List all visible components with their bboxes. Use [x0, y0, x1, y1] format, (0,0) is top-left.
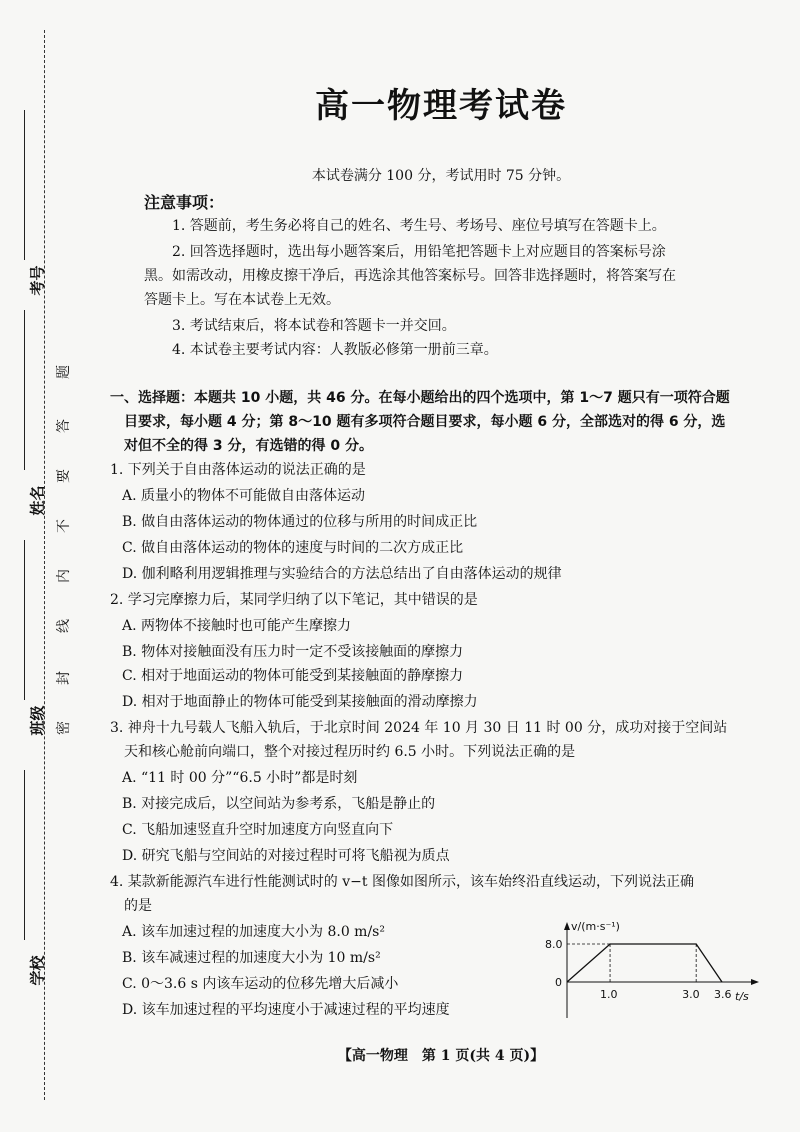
- seal-char: 答: [56, 419, 72, 433]
- seal-char: 不: [56, 519, 72, 533]
- option-d: D. 研究飞船与空间站的对接过程时可将飞船视为质点: [122, 848, 450, 864]
- option-b: B. 做自由落体运动的物体通过的位移与所用的时间成正比: [122, 514, 478, 530]
- seal-char: 密: [56, 721, 72, 735]
- x-axis-label: t/s: [735, 990, 749, 1003]
- option-a: A. 该车加速过程的加速度大小为 8.0 m/s²: [122, 924, 385, 940]
- exam-number-field-line: [24, 110, 25, 260]
- seal-char: 内: [56, 569, 72, 583]
- section-line: 对但不全的得 3 分，有选错的得 0 分。: [124, 438, 373, 454]
- option-b: B. 物体对接触面没有压力时一定不受该接触面的摩擦力: [122, 644, 464, 660]
- section-line: 一、选择题：本题共 10 小题，共 46 分。在每小题给出的四个选项中，第 1～7 题只有一项符合题: [110, 390, 730, 406]
- class-field-line: [24, 540, 25, 700]
- note-line: 1. 答题前，考生务必将自己的姓名、考生号、考场号、座位号填写在答题卡上。: [172, 218, 666, 234]
- y-axis-label: v/(m·s⁻¹): [571, 920, 620, 933]
- binding-dashed-line: [44, 30, 45, 1100]
- option-c: C. 做自由落体运动的物体的速度与时间的二次方成正比: [122, 540, 464, 556]
- x-tick-label: 1.0: [600, 988, 618, 1001]
- origin-label: 0: [555, 976, 562, 989]
- option-d: D. 该车加速过程的平均速度小于减速过程的平均速度: [122, 1002, 450, 1018]
- note-line: 答题卡上。写在本试卷上无效。: [144, 292, 340, 308]
- note-line: 4. 本试卷主要考试内容：人教版必修第一册前三章。: [172, 342, 498, 358]
- seal-char: 封: [56, 671, 72, 685]
- y-tick-label: 8.0: [545, 938, 563, 951]
- option-a: A. “11 时 00 分”“6.5 小时”都是时刻: [122, 770, 358, 786]
- school-field-line: [24, 770, 25, 940]
- option-c: C. 0～3.6 s 内该车运动的位移先增大后减小: [122, 976, 399, 992]
- question-stem: 的是: [124, 898, 152, 914]
- question-stem: 2. 学习完摩擦力后，某同学归纳了以下笔记，其中错误的是: [110, 592, 478, 608]
- velocity-curve: [567, 944, 722, 982]
- seal-char: 线: [56, 619, 72, 633]
- option-d: D. 伽利略利用逻辑推理与实验结合的方法总结出了自由落体运动的规律: [122, 566, 562, 582]
- section-instructions: [110, 386, 750, 458]
- note-line: 黑。如需改动，用橡皮擦干净后，再选涂其他答案标号。回答非选择题时，将答案写在: [144, 268, 676, 284]
- question-stem: 4. 某款新能源汽车进行性能测试时的 v−t 图像如图所示，该车始终沿直线运动，下列说法正确: [110, 874, 694, 890]
- x-tick-label: 3.0: [682, 988, 700, 1001]
- exam-number-label: 考号: [28, 265, 47, 296]
- vt-graph: [545, 918, 765, 1028]
- class-label: 班级: [28, 705, 47, 736]
- option-a: A. 质量小的物体不可能做自由落体运动: [122, 488, 366, 504]
- page-footer: 【高一物理 第 1 页(共 4 页)】: [337, 1048, 545, 1064]
- notes-heading: 注意事项：: [144, 193, 225, 212]
- question-stem: 3. 神舟十九号载人飞船入轨后，于北京时间 2024 年 10 月 30 日 11 时 00 分，成功对接于空间站: [110, 720, 728, 736]
- question-stem: 1. 下列关于自由落体运动的说法正确的是: [110, 462, 366, 478]
- option-c: C. 相对于地面运动的物体可能受到某接触面的静摩擦力: [122, 668, 464, 684]
- option-b: B. 该车减速过程的加速度大小为 10 m/s²: [122, 950, 381, 966]
- x-tick-label: 3.6: [714, 988, 732, 1001]
- binding-strip: [0, 0, 90, 1132]
- section-line: 目要求，每小题 4 分；第 8～10 题有多项符合题目要求，每小题 6 分，全部选对的得 6 分，选: [124, 414, 726, 430]
- option-a: A. 两物体不接触时也可能产生摩擦力: [122, 618, 352, 634]
- option-b: B. 对接完成后，以空间站为参考系，飞船是静止的: [122, 796, 436, 812]
- name-field-line: [24, 310, 25, 470]
- option-d: D. 相对于地面静止的物体可能受到某接触面的滑动摩擦力: [122, 694, 478, 710]
- option-c: C. 飞船加速竖直升空时加速度方向竖直向下: [122, 822, 394, 838]
- page-title: 高一物理考试卷: [315, 86, 567, 126]
- x-axis-arrow: [751, 979, 759, 985]
- note-line: 2. 回答选择题时，选出每小题答案后，用铅笔把答题卡上对应题目的答案标号涂: [172, 244, 666, 260]
- question-stem: 天和核心舱前向端口，整个对接过程历时约 6.5 小时。下列说法正确的是: [124, 744, 576, 760]
- school-label: 学校: [28, 955, 47, 986]
- name-label: 姓名: [28, 485, 47, 516]
- seal-char: 要: [56, 469, 72, 483]
- note-line: 3. 考试结束后，将本试卷和答题卡一并交回。: [172, 318, 456, 334]
- exam-info: 本试卷满分 100 分，考试用时 75 分钟。: [311, 168, 571, 184]
- seal-char: 题: [56, 365, 72, 379]
- y-axis-arrow: [564, 922, 570, 930]
